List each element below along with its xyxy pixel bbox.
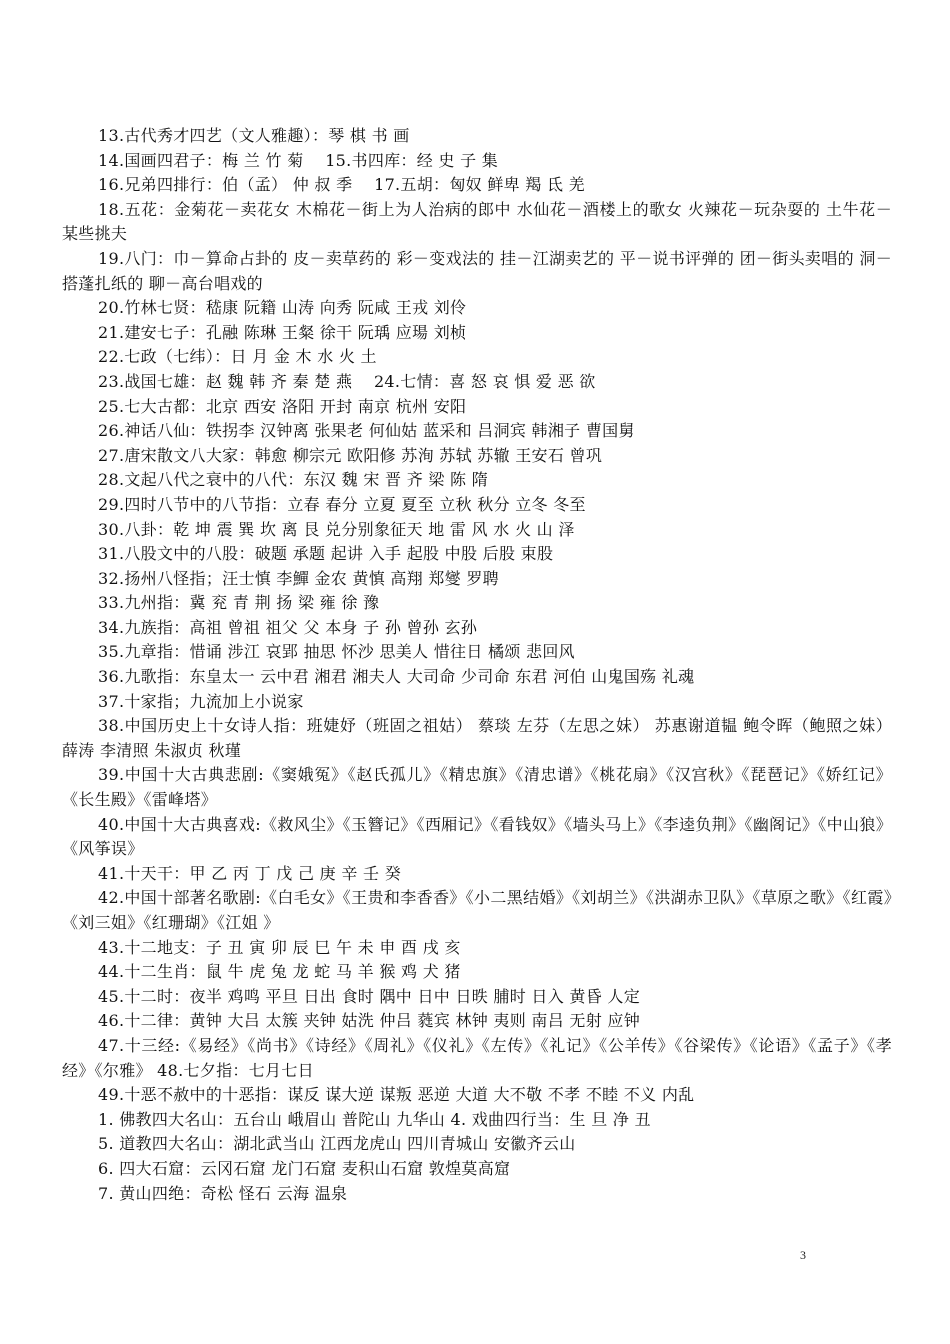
paragraph: 42.中国十部著名歌剧:《白毛女》《王贵和李香香》《小二黑结婚》《刘胡兰》《洪湖赤卫队》《草原之歌》《红霞》《刘三姐》《红珊瑚》《江姐 》 bbox=[62, 888, 892, 932]
paragraph: 38.中国历史上十女诗人指：班婕妤（班固之祖姑） 蔡琰 左芬（左思之妹） 苏惠谢道韫 鲍令晖（鲍照之妹） 薛涛 李清照 朱淑贞 秋瑾 bbox=[62, 716, 892, 760]
paragraph: 40.中国十大古典喜戏:《救风尘》《玉簪记》《西厢记》《看钱奴》《墙头马上》《李逵负荆》《幽阁记》《中山狼》《风筝误》 bbox=[62, 814, 892, 859]
paragraph: 14.国画四君子：梅 兰 竹 菊 15.书四库：经 史 子 集 bbox=[98, 150, 499, 170]
paragraph: 36.九歌指：东皇太一 云中君 湘君 湘夫人 大司命 少司命 东君 河伯 山鬼国殇 礼魂 bbox=[98, 667, 695, 687]
paragraph: 33.九州指：冀 兖 青 荆 扬 梁 雍 徐 豫 bbox=[98, 593, 380, 613]
paragraph: 41.十天干：甲 乙 丙 丁 戊 己 庚 辛 壬 癸 bbox=[98, 863, 402, 883]
paragraph: 45.十二时：夜半 鸡鸣 平旦 日出 食时 隅中 日中 日昳 脯时 日入 黄昏 人定 bbox=[98, 986, 640, 1006]
paragraph: 6. 四大石窟：云冈石窟 龙门石窟 麦积山石窟 敦煌莫高窟 bbox=[98, 1158, 511, 1178]
paragraph: 49.十恶不赦中的十恶指：谋反 谋大逆 谋叛 恶逆 大道 大不敬 不孝 不睦 不义 内乱 bbox=[98, 1085, 695, 1105]
paragraph: 47.十三经:《易经》《尚书》《诗经》《周礼》《仪礼》《左传》《礼记》《公羊传》《谷梁传》《论语》《孟子》《孝经》《尔雅》 48.七夕指：七月七日 bbox=[62, 1035, 892, 1080]
page-number: 3 bbox=[800, 1248, 806, 1262]
paragraph: 21.建安七子：孔融 陈琳 王粲 徐干 阮瑀 应瑒 刘桢 bbox=[98, 322, 467, 342]
paragraph: 28.文起八代之衰中的八代：东汉 魏 宋 晋 齐 梁 陈 隋 bbox=[98, 470, 489, 490]
paragraph: 31.八股文中的八股：破题 承题 起讲 入手 起股 中股 后股 束股 bbox=[98, 544, 554, 564]
paragraph: 23.战国七雄：赵 魏 韩 齐 秦 楚 燕 24.七情：喜 怒 哀 惧 爱 恶 欲 bbox=[98, 371, 596, 391]
paragraph: 22.七政（七纬）：日 月 金 木 水 火 土 bbox=[98, 347, 377, 367]
document-body bbox=[62, 124, 892, 1206]
paragraph: 34.九族指：高祖 曾祖 祖父 父 本身 子 孙 曾孙 玄孙 bbox=[98, 617, 478, 637]
paragraph: 19.八门：巾－算命占卦的 皮－卖草药的 彩－变戏法的 挂－江湖卖艺的 平－说书评弹的 团－街头卖唱的 洞－搭蓬扎纸的 聊－高台唱戏的 bbox=[62, 248, 892, 293]
paragraph: 5. 道教四大名山：湖北武当山 江西龙虎山 四川青城山 安徽齐云山 bbox=[98, 1134, 576, 1154]
paragraph: 20.竹林七贤：嵇康 阮籍 山涛 向秀 阮咸 王戎 刘伶 bbox=[98, 298, 467, 318]
paragraph: 39.中国十大古典悲剧:《窦娥冤》《赵氏孤儿》《精忠旗》《清忠谱》《桃花扇》《汉宫秋》《琵琶记》《娇红记》《长生殿》《雷峰塔》 bbox=[62, 765, 892, 810]
paragraph: 30.八卦：乾 坤 震 巽 坎 离 艮 兑分别象征天 地 雷 风 水 火 山 泽 bbox=[98, 519, 575, 539]
paragraph: 1. 佛教四大名山：五台山 峨眉山 普陀山 九华山 4. 戏曲四行当：生 旦 净 丑 bbox=[98, 1109, 651, 1129]
paragraph: 13.古代秀才四艺（文人雅趣）：琴 棋 书 画 bbox=[98, 126, 410, 145]
paragraph: 18.五花：金菊花－卖花女 木棉花－街上为人治病的郎中 水仙花－酒楼上的歌女 火辣花－玩杂耍的 土牛花－某些挑夫 bbox=[62, 199, 892, 244]
paragraph: 27.唐宋散文八大家：韩愈 柳宗元 欧阳修 苏洵 苏轼 苏辙 王安石 曾巩 bbox=[98, 445, 603, 465]
paragraph: 7. 黄山四绝：奇松 怪石 云海 温泉 bbox=[98, 1183, 348, 1203]
paragraph: 37.十家指；九流加上小说家 bbox=[98, 691, 304, 711]
paragraph: 29.四时八节中的八节指：立春 春分 立夏 夏至 立秋 秋分 立冬 冬至 bbox=[98, 494, 586, 514]
paragraph: 25.七大古都：北京 西安 洛阳 开封 南京 杭州 安阳 bbox=[98, 396, 467, 416]
paragraph: 46.十二律：黄钟 大吕 太簇 夹钟 姑洗 仲吕 蕤宾 林钟 夷则 南吕 无射 应钟 bbox=[98, 1011, 640, 1031]
paragraph: 16.兄弟四排行：伯（孟） 仲 叔 季 17.五胡：匈奴 鲜卑 羯 氐 羌 bbox=[98, 175, 585, 195]
paragraph: 26.神话八仙：铁拐李 汉钟离 张果老 何仙姑 蓝采和 吕洞宾 韩湘子 曹国舅 bbox=[98, 421, 635, 441]
paragraph: 32.扬州八怪指；汪士慎 李鱓 金农 黄慎 高翔 郑燮 罗聘 bbox=[98, 568, 499, 588]
paragraph: 35.九章指：惜诵 涉江 哀郢 抽思 怀沙 思美人 惜往日 橘颂 悲回风 bbox=[98, 642, 575, 662]
paragraph: 43.十二地支：子 丑 寅 卯 辰 巳 午 未 申 酉 戌 亥 bbox=[98, 937, 461, 957]
paragraph: 44.十二生肖：鼠 牛 虎 兔 龙 蛇 马 羊 猴 鸡 犬 猪 bbox=[98, 962, 461, 982]
